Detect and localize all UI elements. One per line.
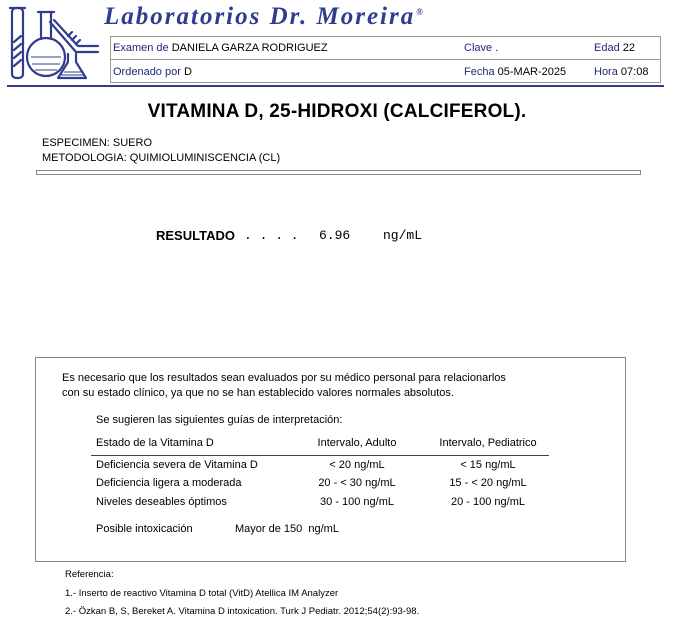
- table-row-0-pediatric: < 15 ng/mL: [460, 459, 516, 471]
- section-separator: [36, 170, 641, 175]
- table-row-2-adult: 30 - 100 ng/mL: [320, 496, 394, 508]
- clave-field: Clave .: [464, 42, 499, 54]
- references-title: Referencia:: [65, 569, 114, 580]
- result-value: 6.96: [319, 228, 351, 243]
- result-unit: ng/mL: [383, 228, 423, 243]
- header-rule: [7, 85, 664, 87]
- table-row-2-status: Niveles deseables óptimos: [96, 496, 227, 508]
- table-row-2-pediatric: 20 - 100 ng/mL: [451, 496, 525, 508]
- specimen: ESPECIMEN: SUERO: [42, 137, 153, 149]
- methodology: METODOLOGIA: QUIMIOLUMINISCENCIA (CL): [42, 152, 281, 164]
- toxicity-value: Mayor de 150 ng/mL: [235, 523, 339, 535]
- exam-field: Examen de DANIELA GARZA RODRIGUEZ: [113, 42, 328, 54]
- guide-note-line1: Es necesario que los resultados sean evaluados por su médico personal para relacionarlos: [62, 372, 506, 384]
- registered-mark: ®: [416, 6, 423, 17]
- edad-field: Edad 22: [594, 42, 636, 54]
- guide-note-line2: con su estado clínico, ya que no se han establecido valores normales absolutos.: [62, 387, 454, 399]
- guide-intro: Se sugieren las siguientes guías de interpretación:: [96, 414, 343, 426]
- reference-item-2: 2.- Özkan B, S, Bereket A. Vitamina D intoxication. Turk J Pediatr. 2012;54(2):93-98.: [65, 606, 420, 617]
- table-row-0-adult: < 20 ng/mL: [329, 459, 385, 471]
- patient-name: DANIELA GARZA RODRIGUEZ: [171, 42, 328, 54]
- result-dots: . . . .: [244, 228, 299, 243]
- table-row-1-adult: 20 - < 30 ng/mL: [318, 477, 396, 489]
- info-box-divider: [110, 59, 661, 60]
- table-header-status: Estado de la Vitamina D: [96, 437, 214, 449]
- table-row-1-pediatric: 15 - < 20 ng/mL: [449, 477, 527, 489]
- result-label: RESULTADO: [156, 228, 235, 243]
- test-title: VITAMINA D, 25-HIDROXI (CALCIFEROL).: [147, 101, 527, 122]
- lab-name: Laboratorios Dr. Moreira®: [104, 3, 423, 30]
- table-header-pediatric: Intervalo, Pediatrico: [439, 437, 537, 449]
- fecha-field: Fecha 05-MAR-2025: [464, 66, 567, 78]
- table-header-rule: [91, 455, 549, 456]
- toxicity-label: Posible intoxicación: [96, 523, 193, 535]
- hora-field: Hora 07:08: [594, 66, 649, 78]
- ordered-by-field: Ordenado por D: [113, 66, 192, 78]
- reference-item-1: 1.- Inserto de reactivo Vitamina D total (VitD) Atellica IM Analyzer: [65, 588, 339, 599]
- table-header-adult: Intervalo, Adulto: [317, 437, 397, 449]
- lab-flask-logo-icon: [6, 2, 102, 84]
- table-row-0-status: Deficiencia severa de Vitamina D: [96, 459, 258, 471]
- table-row-1-status: Deficiencia ligera a moderada: [96, 477, 242, 489]
